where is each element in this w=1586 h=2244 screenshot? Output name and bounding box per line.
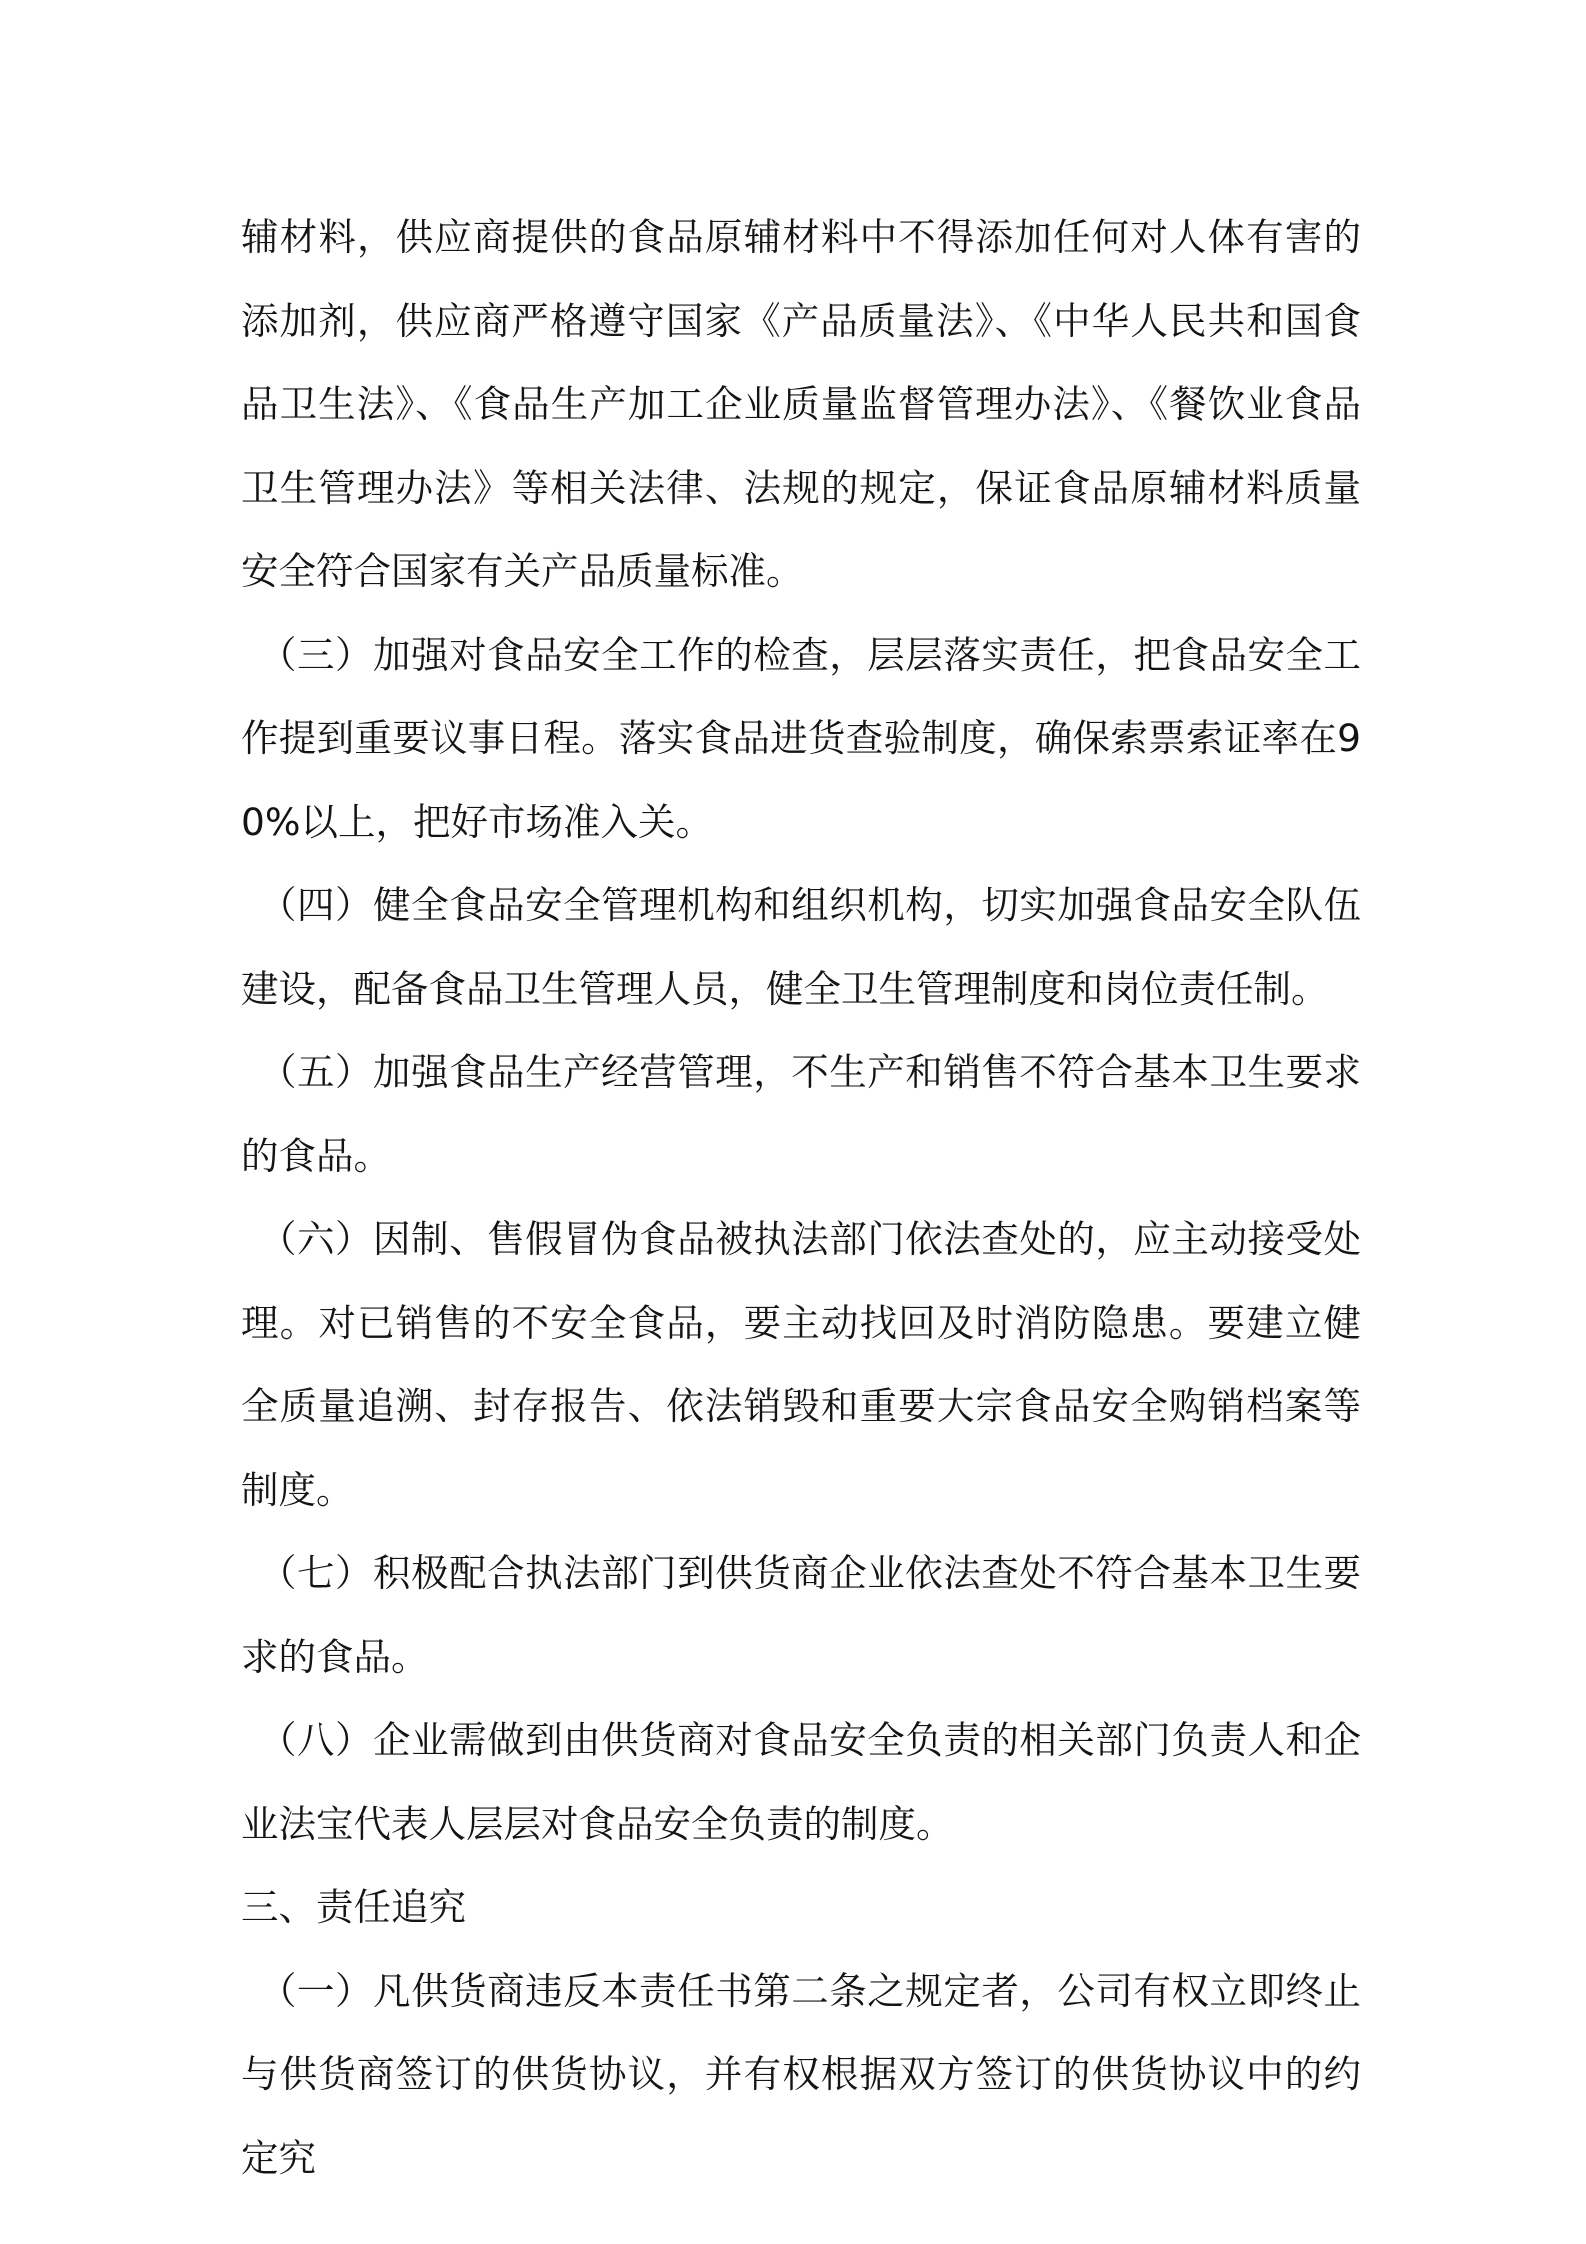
paragraph-item-6: （六）因制、售假冒伪食品被执法部门依法查处的，应主动接受处理。对已销售的不安全食品，要主动找回及时消防隐患。要建立健全质量追溯、封存报告、依法销毁和重要大宗食品安全购销档案等制度。: [241, 1217, 1361, 1512]
section-heading-responsibility: 三、责任追究: [241, 1885, 466, 1929]
paragraph-item-4: （四）健全食品安全管理机构和组织机构，切实加强食品安全队伍建设，配备食品卫生管理人员，健全卫生管理制度和岗位责任制。: [241, 883, 1361, 1011]
paragraph-item-8: （八）企业需做到由供货商对食品安全负责的相关部门负责人和企业法宝代表人层层对食品安全负责的制度。: [241, 1718, 1361, 1846]
paragraph-continued-materials: 辅材料，供应商提供的食品原辅材料中不得添加任何对人体有害的添加剂，供应商严格遵守国家《产品质量法》、《中华人民共和国食品卫生法》、《食品生产加工企业质量监督管理办法》、《餐饮业食品卫生管理办法》等相关法律、法规的规定，保证食品原辅材料质量安全符合国家有关产品质量标准。: [241, 215, 1361, 593]
paragraph-liability-item-1: （一）凡供货商违反本责任书第二条之规定者，公司有权立即终止与供货商签订的供货协议，并有权根据双方签订的供货协议中的约定究: [241, 1968, 1361, 2180]
paragraph-item-7: （七）积极配合执法部门到供货商企业依法查处不符合基本卫生要求的食品。: [241, 1551, 1361, 1679]
document-body: [241, 196, 1361, 2200]
paragraph-item-3: （三）加强对食品安全工作的检查，层层落实责任，把食品安全工作提到重要议事日程。落实食品进货查验制度，确保索票索证率在90%以上，把好市场准入关。: [241, 632, 1361, 844]
paragraph-item-5: （五）加强食品生产经营管理，不生产和销售不符合基本卫生要求的食品。: [241, 1050, 1361, 1178]
